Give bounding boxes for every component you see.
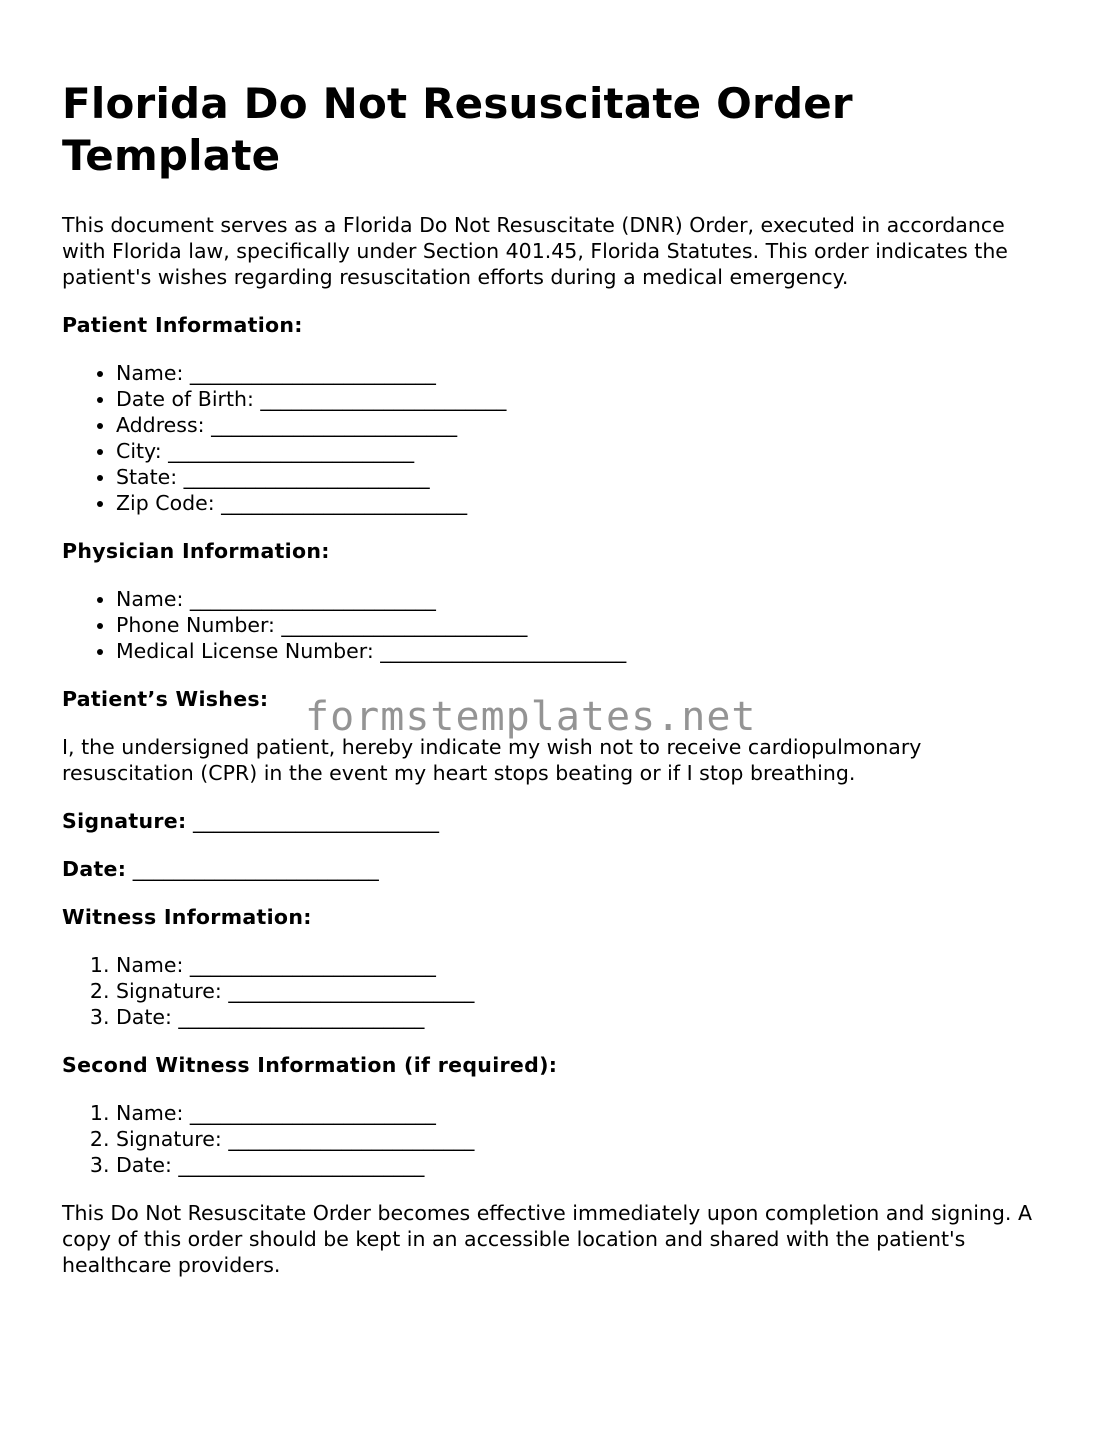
watermark: formstemplates.net (305, 694, 757, 740)
patient-wishes-text: I, the undersigned patient, hereby indicate my wish not to receive cardiopulmonary resuscitation (CPR) in the event my heart stops beating or if I stop breathing. (62, 735, 922, 785)
date-line (62, 856, 1052, 882)
physician-info-heading: Physician Information: (62, 539, 330, 563)
date-label: Date: (62, 857, 127, 881)
witness-info-heading: Witness Information: (62, 905, 312, 929)
witness-signature-field: 2. Signature: ________________________ (116, 978, 1052, 1004)
physician-phone-field: • Phone Number: ________________________ (116, 612, 1052, 638)
signature-line (62, 808, 1052, 834)
second-witness-signature-field: 2. Signature: ________________________ (116, 1126, 1052, 1152)
intro-paragraph: This document serves as a Florida Do Not Resuscitate (DNR) Order, executed in accordance with Florida law, specifically under Section 401.45, Florida Statutes. This order indicates the patient's wishes regarding resuscitation efforts during a medical emergency. (62, 213, 1008, 289)
patient-info-heading: Patient Information: (62, 313, 303, 337)
patient-dob-field: • Date of Birth: ________________________ (116, 386, 1052, 412)
document-page (62, 78, 1052, 1278)
witness-name-field: 1. Name: ________________________ (116, 952, 1052, 978)
physician-license-field: • Medical License Number: ________________________ (116, 638, 1052, 664)
patient-address-field: • Address: ________________________ (116, 412, 1052, 438)
signature-label: Signature: (62, 809, 187, 833)
patient-info-list (62, 360, 1052, 516)
witness-info-list (62, 952, 1052, 1030)
second-witness-name-field: 1. Name: ________________________ (116, 1100, 1052, 1126)
second-witness-list (62, 1100, 1052, 1178)
patient-city-field: • City: ________________________ (116, 438, 1052, 464)
patient-name-field: • Name: ________________________ (116, 360, 1052, 386)
patient-state-field: • State: ________________________ (116, 464, 1052, 490)
date-blank: ________________________ (126, 857, 379, 881)
physician-info-list (62, 586, 1052, 664)
signature-blank: ________________________ (186, 809, 440, 833)
second-witness-heading: Second Witness Information (if required): (62, 1053, 558, 1077)
closing-paragraph: This Do Not Resuscitate Order becomes effective immediately upon completion and signing. A copy of this order should be kept in an accessible location and shared with the patient's healthcare providers. (62, 1201, 1032, 1277)
patient-wishes-heading: Patient’s Wishes: (62, 687, 269, 711)
physician-name-field: • Name: ________________________ (116, 586, 1052, 612)
patient-zip-field: • Zip Code: ________________________ (116, 490, 1052, 516)
second-witness-date-field: 3. Date: ________________________ (116, 1152, 1052, 1178)
document-title: Florida Do Not Resuscitate Order Template (62, 79, 853, 180)
witness-date-field: 3. Date: ________________________ (116, 1004, 1052, 1030)
